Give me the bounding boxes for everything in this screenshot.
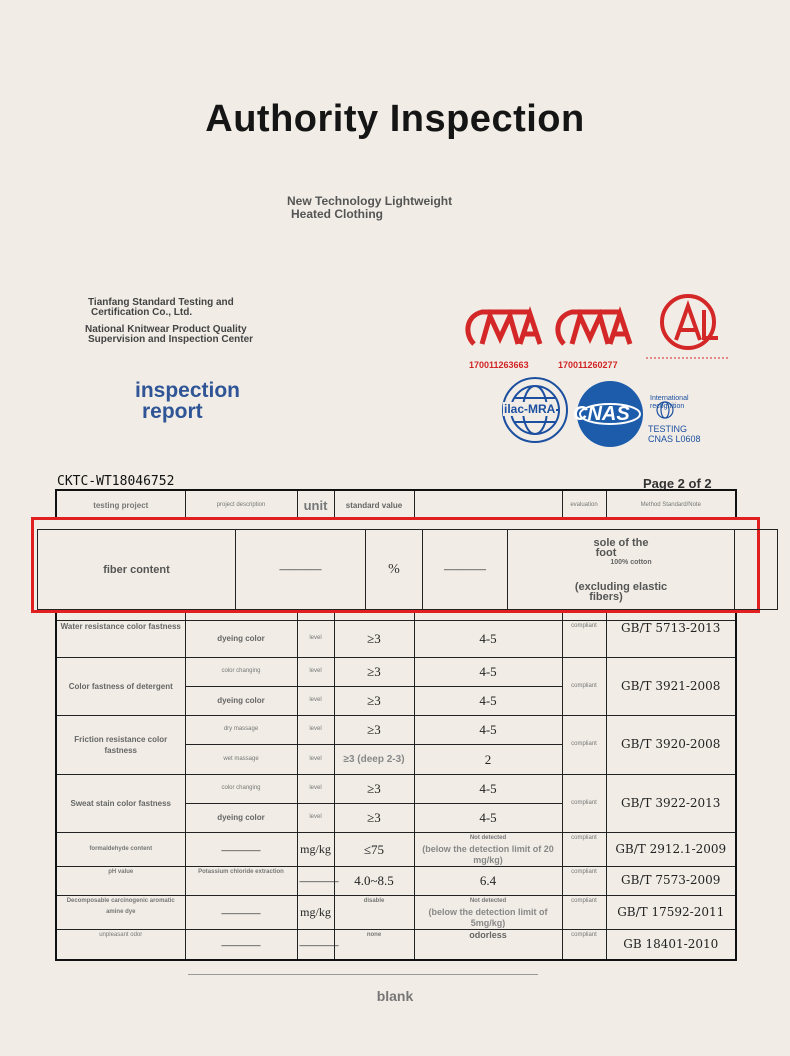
cell-result: 4-5 [414,774,562,803]
cell-result: 4-5 [414,803,562,832]
cnas-recognition-line2: recognition [650,403,685,410]
cell-standard: ≥3 [334,686,414,715]
cell-standard: ≥3 (deep 2-3) [334,744,414,774]
cnas-label: CNAS [573,403,630,425]
table-row [56,832,736,866]
cell-result: odorless [414,929,562,960]
cell-eval: compliant [562,774,606,832]
cell-result: 6.4 [414,866,562,895]
report-label-line1: inspection [135,379,241,402]
cell-unit: level [297,657,334,686]
cell-desc: color changing [185,774,297,803]
cell-result [414,895,562,929]
cnas-testing [648,424,701,444]
cell-result: 2 [414,744,562,774]
cell-project: Sweat stain color fastness [56,774,185,832]
fiber-result [508,530,735,610]
cell-project: pH value [56,866,185,895]
table-row [56,929,736,960]
cnas-recognition-line1: International [650,395,689,402]
cell-standard: ≥3 [334,657,414,686]
fiber-eval [735,530,778,610]
org-tianfang-line1: Tianfang Standard Testing and [88,297,234,308]
cell-method: GB/T 17592-2011 [606,895,736,929]
cell-method: GB/T 3922-2013 [606,774,736,832]
result-note: Not detected [469,834,507,841]
cell-unit: level [297,620,334,657]
fiber-unit: % [366,530,423,610]
fiber-content-row [37,529,778,610]
cell-project: unpleasant odor [56,929,185,960]
product-name-line1: New Technology Lightweight [287,194,453,208]
cnas-testing-line2: CNAS L0608 [648,434,701,444]
table-row [56,895,736,929]
cell-unit: level [297,686,334,715]
cell-standard: ≥3 [334,803,414,832]
cell-desc: dyeing color [185,620,297,657]
cell-method: GB/T 7573-2009 [606,866,736,895]
col-header-standard: standard value [334,490,414,520]
cell-result: 4-5 [414,686,562,715]
product-name [287,195,497,221]
cell-desc: Potassium chloride extraction [185,866,297,895]
report-label-line2: report [142,400,203,423]
cell-unit: level [297,744,334,774]
cell-standard: ≥3 [334,620,414,657]
cell-desc: dyeing color [185,686,297,715]
cell-project: Decomposable carcinogenic aromatic amine dye [56,895,185,929]
cell-standard: ≤75 [334,832,414,866]
cell-standard: none [334,929,414,960]
cell-desc: dry massage [185,715,297,744]
cell-method: GB/T 3920-2008 [606,715,736,774]
table-row [56,657,736,686]
cell-project: Color fastness of detergent [56,657,185,715]
cell-method: GB/T 5713-2013 [606,620,736,657]
cell-result [414,832,562,866]
org-knitwear-line2: Supervision and Inspection Center [88,334,254,345]
cell-unit: level [297,774,334,803]
cell-standard: ≥3 [334,715,414,744]
cell-desc: ——— [185,929,297,960]
cell-standard: 4.0~8.5 [334,866,414,895]
cell-desc: wet massage [185,744,297,774]
cnas-recognition [650,395,689,411]
fiber-result-line2: foot [595,546,617,559]
table-row [56,774,736,803]
ilac-label: ilac-MRA [504,402,556,416]
col-header-evaluation: evaluation [562,490,606,520]
cma1-number: 170011263663 [469,360,529,370]
cell-standard: disable [334,895,414,929]
page-number: Page 2 of 2 [643,476,712,491]
org-tianfang [85,298,234,318]
cell-eval: compliant [562,895,606,929]
org-knitwear-line1: National Knitwear Product Quality [85,324,247,335]
cell-unit: mg/kg [297,832,334,866]
fiber-project: fiber content [38,530,236,610]
highlight-box [31,517,760,613]
cell-unit: level [297,715,334,744]
fiber-result-line1: sole of the [593,536,649,549]
report-code: CKTC-WT18046752 [57,474,175,489]
cell-project: formaldehyde content [56,832,185,866]
result-detail: (below the detection limit of 20 mg/kg) [422,843,554,865]
col-header-unit: unit [297,490,334,520]
cell-standard: ≥3 [334,774,414,803]
cell-desc: color changing [185,657,297,686]
fiber-result-line4: (excluding elastic [574,580,668,593]
cell-eval: compliant [562,620,606,657]
cell-eval: compliant [562,866,606,895]
org-tianfang-line2: Certification Co., Ltd. [91,307,193,318]
col-header-description: project description [185,490,297,520]
table-row [56,715,736,744]
cell-project: Water resistance color fastness [56,620,185,657]
fiber-desc: ——— [236,530,366,610]
org-knitwear [85,325,253,345]
page-title: Authority Inspection [205,98,585,140]
product-name-line2: Heated Clothing [291,207,383,221]
cell-method: GB/T 2912.1-2009 [606,832,736,866]
cell-desc: ——— [185,895,297,929]
fiber-result-line3: 100% cotton [610,558,652,566]
cell-unit: level [297,803,334,832]
cnas-testing-line1: TESTING [648,424,688,434]
cell-method: GB/T 3921-2008 [606,657,736,715]
cma-logo-icon [460,292,750,452]
cell-eval: compliant [562,715,606,774]
table-row [56,866,736,895]
report-label [135,380,240,422]
cell-unit: mg/kg [297,895,334,929]
table-header-row [56,490,736,520]
result-detail: (below the detection limit of 5mg/kg) [428,906,548,928]
cell-desc: dyeing color [185,803,297,832]
cell-method: GB 18401-2010 [606,929,736,960]
col-header-result [414,490,562,520]
cell-eval: compliant [562,832,606,866]
cell-result: 4-5 [414,715,562,744]
col-header-project: testing project [56,490,185,520]
table-row [56,620,736,657]
cell-eval: compliant [562,929,606,960]
cell-desc: ——— [185,832,297,866]
cell-unit: ——— [297,929,334,960]
fiber-result-line5: fibers) [589,590,623,603]
fiber-standard: ——— [423,530,508,610]
cma2-number: 170011260277 [558,360,618,370]
divider-line [188,974,538,975]
certification-logos [460,292,750,452]
result-note: Not detected [469,897,507,904]
cell-eval: compliant [562,657,606,715]
cell-result: 4-5 [414,620,562,657]
cell-project: Friction resistance color fastness [56,715,185,774]
cell-result: 4-5 [414,657,562,686]
blank-label: blank [376,988,414,1004]
cell-unit: ——— [297,866,334,895]
col-header-method: Method Standard/Note [606,490,736,520]
